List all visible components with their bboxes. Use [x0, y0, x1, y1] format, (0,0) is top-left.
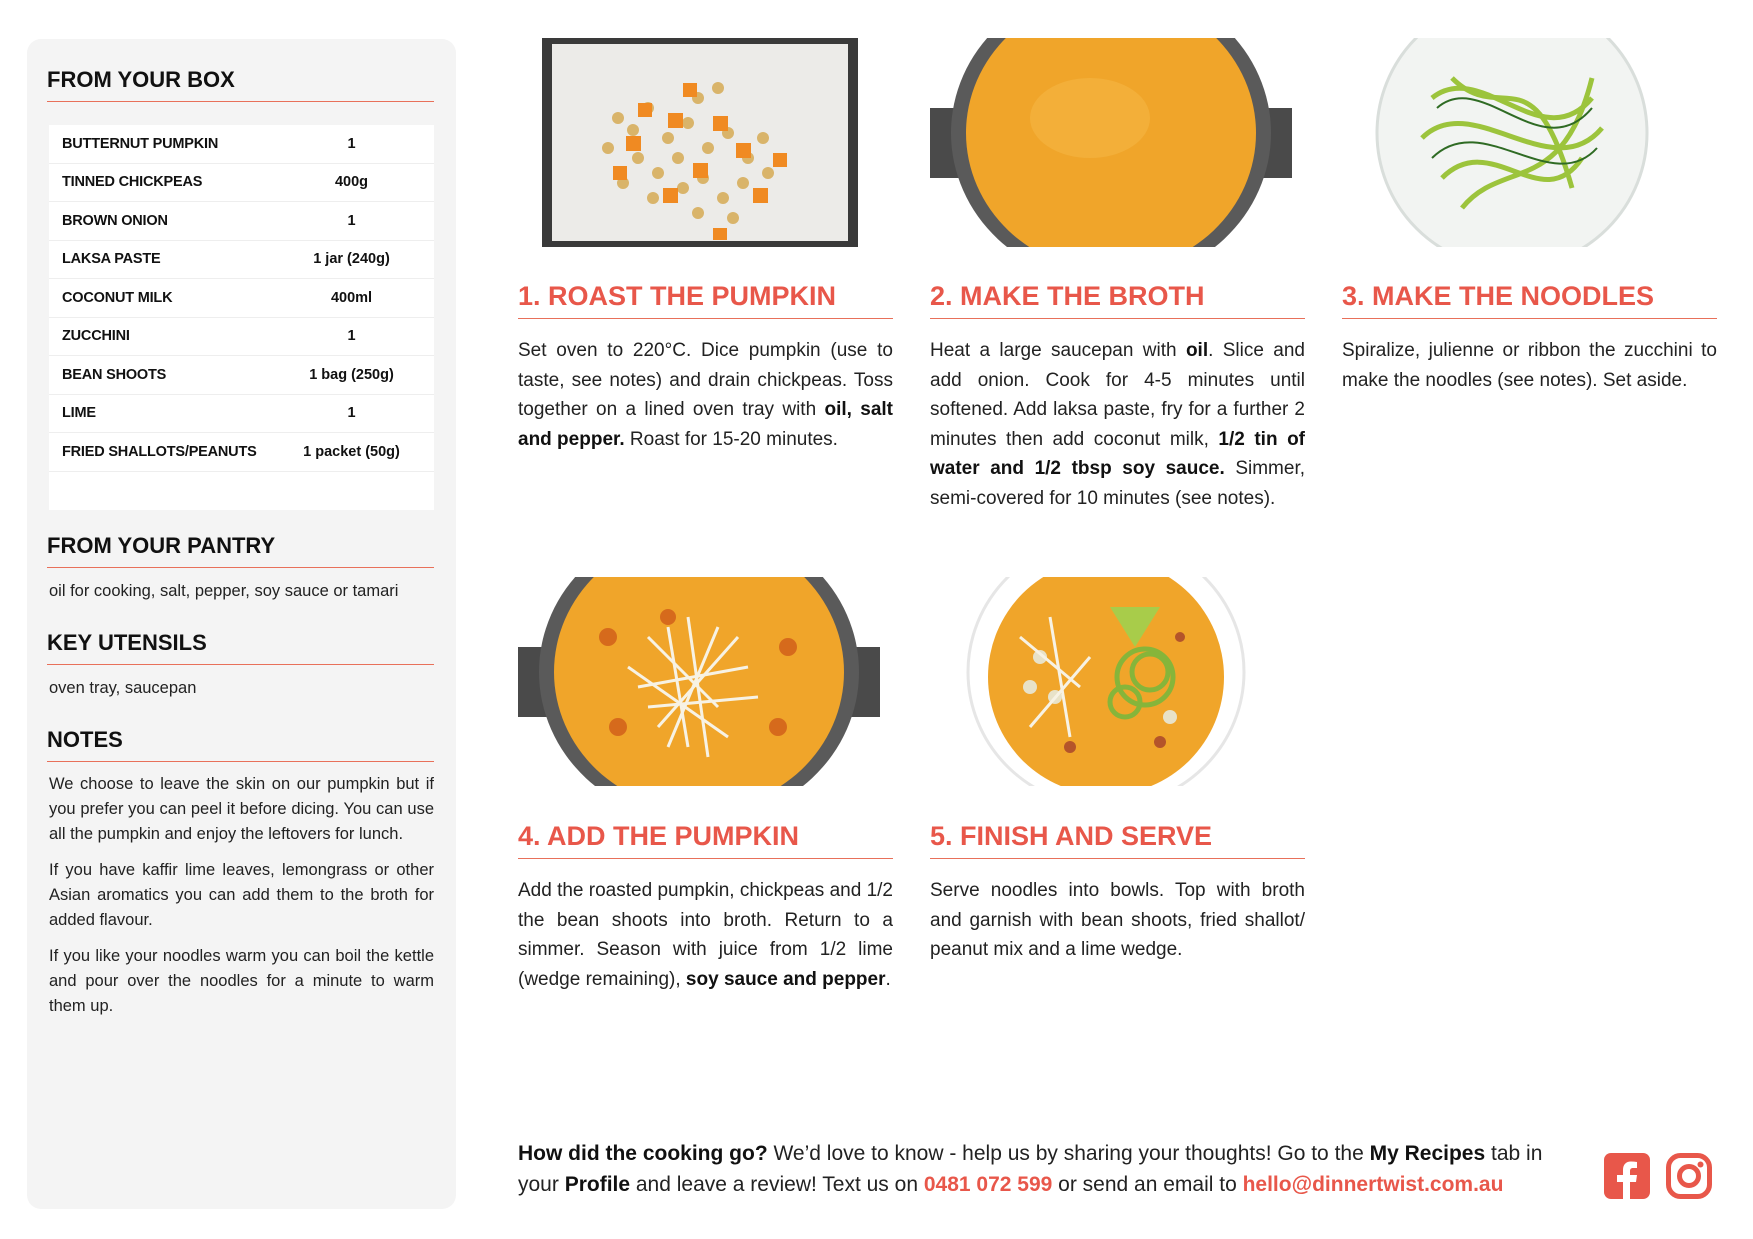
- note-paragraph: We choose to leave the skin on our pumpkin but if you prefer you can peel it before dicing. You can use all the pumpkin and enjoy the leftovers for lunch.: [49, 775, 434, 843]
- step-5-title: 5. FINISH AND SERVE: [930, 821, 1305, 859]
- table-row: [49, 125, 434, 164]
- ingredient-name: BEAN SHOOTS: [62, 366, 167, 383]
- step-4-text: Add the roasted pumpkin, chickpeas and 1/2 the bean shoots into broth. Return to a simmer. Season with juice from 1/2 lime (wedge remaining), soy sauce and pepper.: [518, 880, 893, 990]
- step-1-title: 1. ROAST THE PUMPKIN: [518, 281, 893, 319]
- table-row: [49, 395, 434, 434]
- step-2-title: 2. MAKE THE BROTH: [930, 281, 1305, 319]
- ingredient-name: COCONUT MILK: [62, 289, 173, 306]
- utensils-text: oven tray, saucepan: [49, 679, 197, 697]
- table-row: [49, 356, 434, 395]
- footer-question: How did the cooking go?: [518, 1142, 768, 1165]
- pantry-text: oil for cooking, salt, pepper, soy sauce or tamari: [49, 582, 399, 600]
- ingredient-qty: 1: [347, 212, 356, 229]
- ingredient-name: ZUCCHINI: [62, 328, 130, 345]
- ingredient-qty: 1 bag (250g): [309, 366, 394, 383]
- email-link[interactable]: hello@dinnertwist.com.au: [1242, 1173, 1504, 1196]
- notes-body: [49, 772, 434, 1030]
- table-row: [49, 433, 434, 472]
- table-row: [49, 164, 434, 203]
- ingredient-name: BROWN ONION: [62, 212, 168, 229]
- from-your-pantry-title: FROM YOUR PANTRY: [47, 533, 434, 568]
- step-5-text: Serve noodles into bowls. Top with broth and garnish with bean shoots, fried shallot/ peanut mix and a lime wedge.: [930, 880, 1305, 960]
- note-paragraph: If you like your noodles warm you can boil the kettle and pour over the noodles for a minute to warm them up.: [49, 947, 434, 1015]
- ingredient-name: BUTTERNUT PUMPKIN: [62, 135, 219, 152]
- ingredient-name: FRIED SHALLOTS/PEANUTS: [62, 443, 257, 460]
- from-your-box-title: FROM YOUR BOX: [47, 67, 434, 102]
- ingredients-table: [49, 125, 434, 510]
- facebook-icon[interactable]: [1604, 1153, 1650, 1199]
- step-1-text: Set oven to 220°C. Dice pumpkin (use to taste, see notes) and drain chickpeas. Toss together on a lined oven tray with oil, salt and pepper. Roast for 15-20 minutes.: [518, 340, 893, 450]
- ingredient-qty: 1: [347, 135, 356, 152]
- step-2-text: Heat a large saucepan with oil. Slice and add onion. Cook for 4-5 minutes until softened. Add laksa paste, fry for a further 2 minutes then add coconut milk, 1/2 tin of water and 1/2 tbsp soy sauce. Simmer, semi-covered for 10 minutes (see notes).: [930, 340, 1306, 509]
- ingredient-name: TINNED CHICKPEAS: [62, 174, 203, 191]
- ingredient-qty: 1 packet (50g): [303, 443, 400, 460]
- table-row: [49, 318, 434, 357]
- step-1-photo: [518, 38, 880, 247]
- ingredient-qty: 400ml: [330, 289, 373, 306]
- step-3-photo: [1342, 38, 1704, 247]
- step-4-photo: [518, 577, 880, 786]
- ingredient-qty: 400g: [334, 174, 369, 191]
- step-4-title: 4. ADD THE PUMPKIN: [518, 821, 893, 859]
- table-row: [49, 241, 434, 280]
- step-3-title: 3. MAKE THE NOODLES: [1342, 281, 1717, 319]
- ingredient-qty: 1 jar (240g): [313, 251, 390, 268]
- feedback-footer: How did the cooking go? We’d love to know - help us by sharing your thoughts! Go to the My Recipes tab in your Profile and leave a review! Text us on 0481 072 599 or send an email to hello@dinnertwist.com.au: [518, 1142, 1543, 1196]
- step-2-photo: [930, 38, 1292, 247]
- ingredient-name: LAKSA PASTE: [62, 251, 161, 268]
- notes-title: NOTES: [47, 727, 434, 762]
- step-5-photo: [930, 577, 1292, 786]
- ingredient-qty: 1: [347, 328, 356, 345]
- profile-text: Profile: [564, 1173, 631, 1196]
- sidebar: [27, 39, 456, 1209]
- table-row: [49, 279, 434, 318]
- phone-link[interactable]: 0481 072 599: [923, 1173, 1053, 1196]
- step-3-text: Spiralize, julienne or ribbon the zucchini to make the noodles (see notes). Set aside.: [1342, 340, 1717, 391]
- instagram-icon[interactable]: [1666, 1153, 1712, 1199]
- my-recipes-text: My Recipes: [1369, 1142, 1486, 1165]
- ingredient-qty: 1: [347, 405, 356, 422]
- table-row: [49, 202, 434, 241]
- key-utensils-title: KEY UTENSILS: [47, 630, 434, 665]
- ingredient-name: LIME: [62, 405, 96, 422]
- note-paragraph: If you have kaffir lime leaves, lemongrass or other Asian aromatics you can add them to the broth for added flavour.: [49, 861, 434, 929]
